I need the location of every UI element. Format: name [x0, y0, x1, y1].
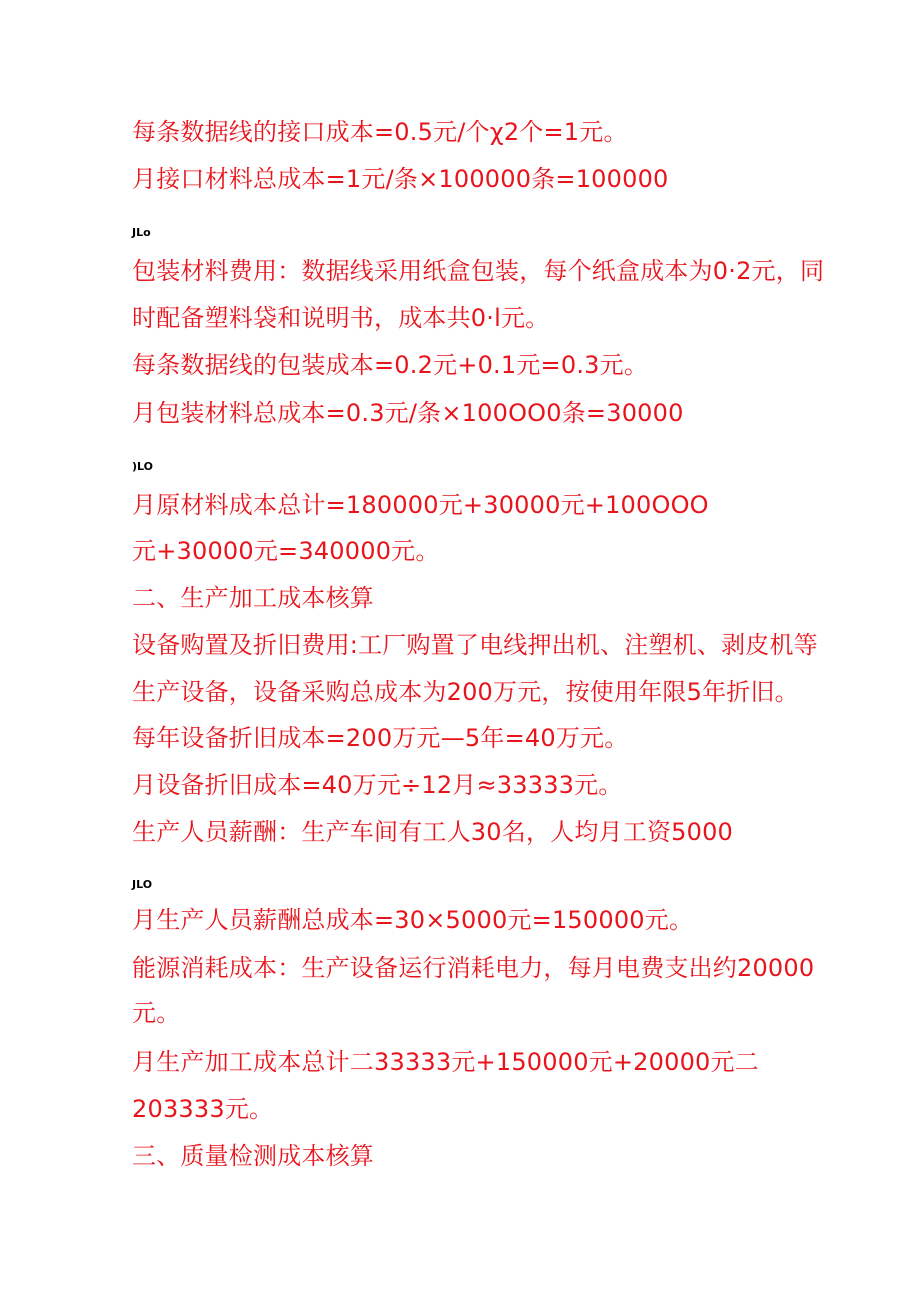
text-line-energy-cost-cont: 元。	[132, 999, 181, 1027]
text-line-equipment-depreciation: 设备购置及折旧费用:工厂购置了电线押出机、注塑机、剥皮机等	[132, 631, 818, 659]
text-line-production-total-cont: 203333元。	[132, 1095, 274, 1123]
text-line-raw-material-total-cont: 元+30000元=340000元。	[132, 537, 440, 565]
text-line-packaging-fee-cont: 时配备塑料袋和说明书，成本共0·l元。	[132, 304, 550, 332]
text-line-energy-cost: 能源消耗成本：生产设备运行消耗电力，每月电费支出约20000	[132, 954, 815, 982]
stray-mark: )LO	[132, 460, 153, 473]
text-line-monthly-packaging-cost: 月包装材料总成本=0.3元/条×100OO0条=30000	[132, 399, 684, 427]
text-line-raw-material-total: 月原材料成本总计=180000元+30000元+100OOO	[132, 491, 709, 519]
section-heading-quality-cost: 三、质量检测成本核算	[132, 1142, 374, 1170]
section-heading-production-cost: 二、生产加工成本核算	[132, 584, 374, 612]
stray-mark: JLO	[132, 878, 153, 891]
text-line-monthly-depreciation: 月设备折旧成本=40万元÷12月≈33333元。	[132, 771, 623, 799]
text-line-monthly-salary-cost: 月生产人员薪酬总成本=30×5000元=150000元。	[132, 906, 694, 934]
text-line-interface-cost-per-cable: 每条数据线的接口成本=0.5元/个χ2个=1元。	[132, 118, 628, 146]
text-line-annual-depreciation: 每年设备折旧成本=200万元—5年=40万元。	[132, 724, 629, 752]
text-line-packaging-cost-per-cable: 每条数据线的包装成本=0.2元+0.1元=0.3元。	[132, 351, 649, 379]
text-line-production-total: 月生产加工成本总计二33333元+150000元+20000元二	[132, 1048, 759, 1076]
stray-mark: JLo	[132, 226, 151, 239]
text-line-staff-salary: 生产人员薪酬：生产车间有工人30名，人均月工资5000	[132, 818, 734, 846]
text-line-monthly-interface-cost: 月接口材料总成本=1元/条×100000条=100000	[132, 165, 669, 193]
text-line-packaging-fee: 包装材料费用：数据线采用纸盒包装，每个纸盒成本为0·2元，同	[132, 257, 825, 285]
text-line-equipment-depreciation-cont: 生产设备，设备采购总成本为200万元，按使用年限5年折旧。	[132, 678, 799, 706]
